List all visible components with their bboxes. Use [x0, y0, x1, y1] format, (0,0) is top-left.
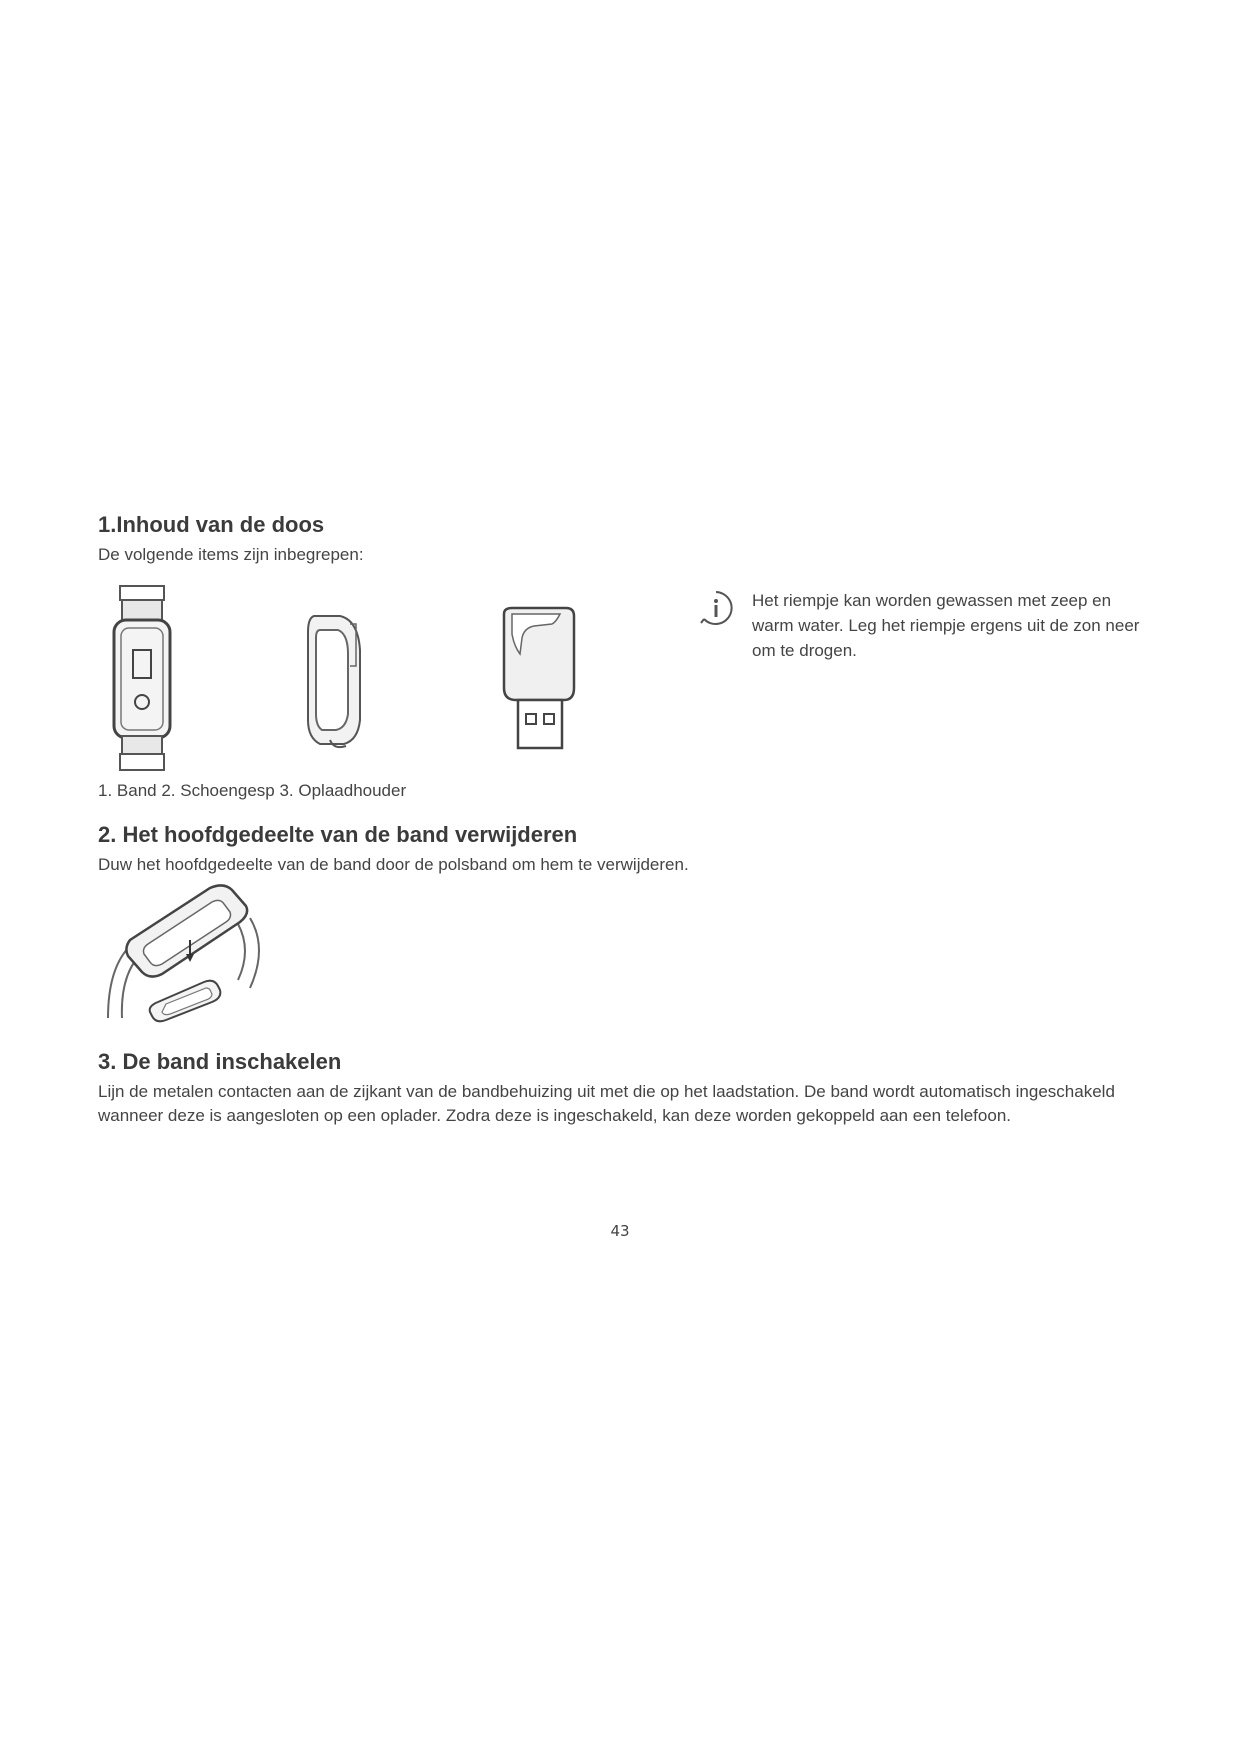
page-number: 43: [610, 1222, 630, 1240]
items-caption: 1. Band 2. Schoengesp 3. Oplaadhouder: [98, 781, 407, 800]
info-icon: [698, 590, 734, 626]
care-note: Het riempje kan worden gewassen met zeep en warm water. Leg het riempje ergens uit de zon neer om te drogen.: [752, 591, 1140, 660]
shoe-clip-illustration-icon: [300, 610, 370, 750]
charging-holder-illustration-icon: [498, 604, 578, 754]
section-1-intro: De volgende items zijn inbegrepen:: [98, 545, 364, 564]
section-2-heading: 2. Het hoofdgedeelte van de band verwijderen: [98, 822, 578, 847]
remove-band-illustration-icon: [100, 878, 270, 1028]
section-1-heading: 1.Inhoud van de doos: [98, 512, 325, 537]
section-3-text: Lijn de metalen contacten aan de zijkant van de bandbehuizing uit met die op het laadstation. De band wordt automatisch ingeschakeld wanneer deze is aangesloten op een oplader. Zodra deze is ingeschakeld, kan deze worden gekoppeld aan een telefoon.: [98, 1082, 1115, 1125]
section-3-heading: 3. De band inschakelen: [98, 1049, 342, 1074]
band-illustration-icon: [108, 584, 178, 774]
section-2-text: Duw het hoofdgedeelte van de band door de polsband om hem te verwijderen.: [98, 855, 689, 874]
